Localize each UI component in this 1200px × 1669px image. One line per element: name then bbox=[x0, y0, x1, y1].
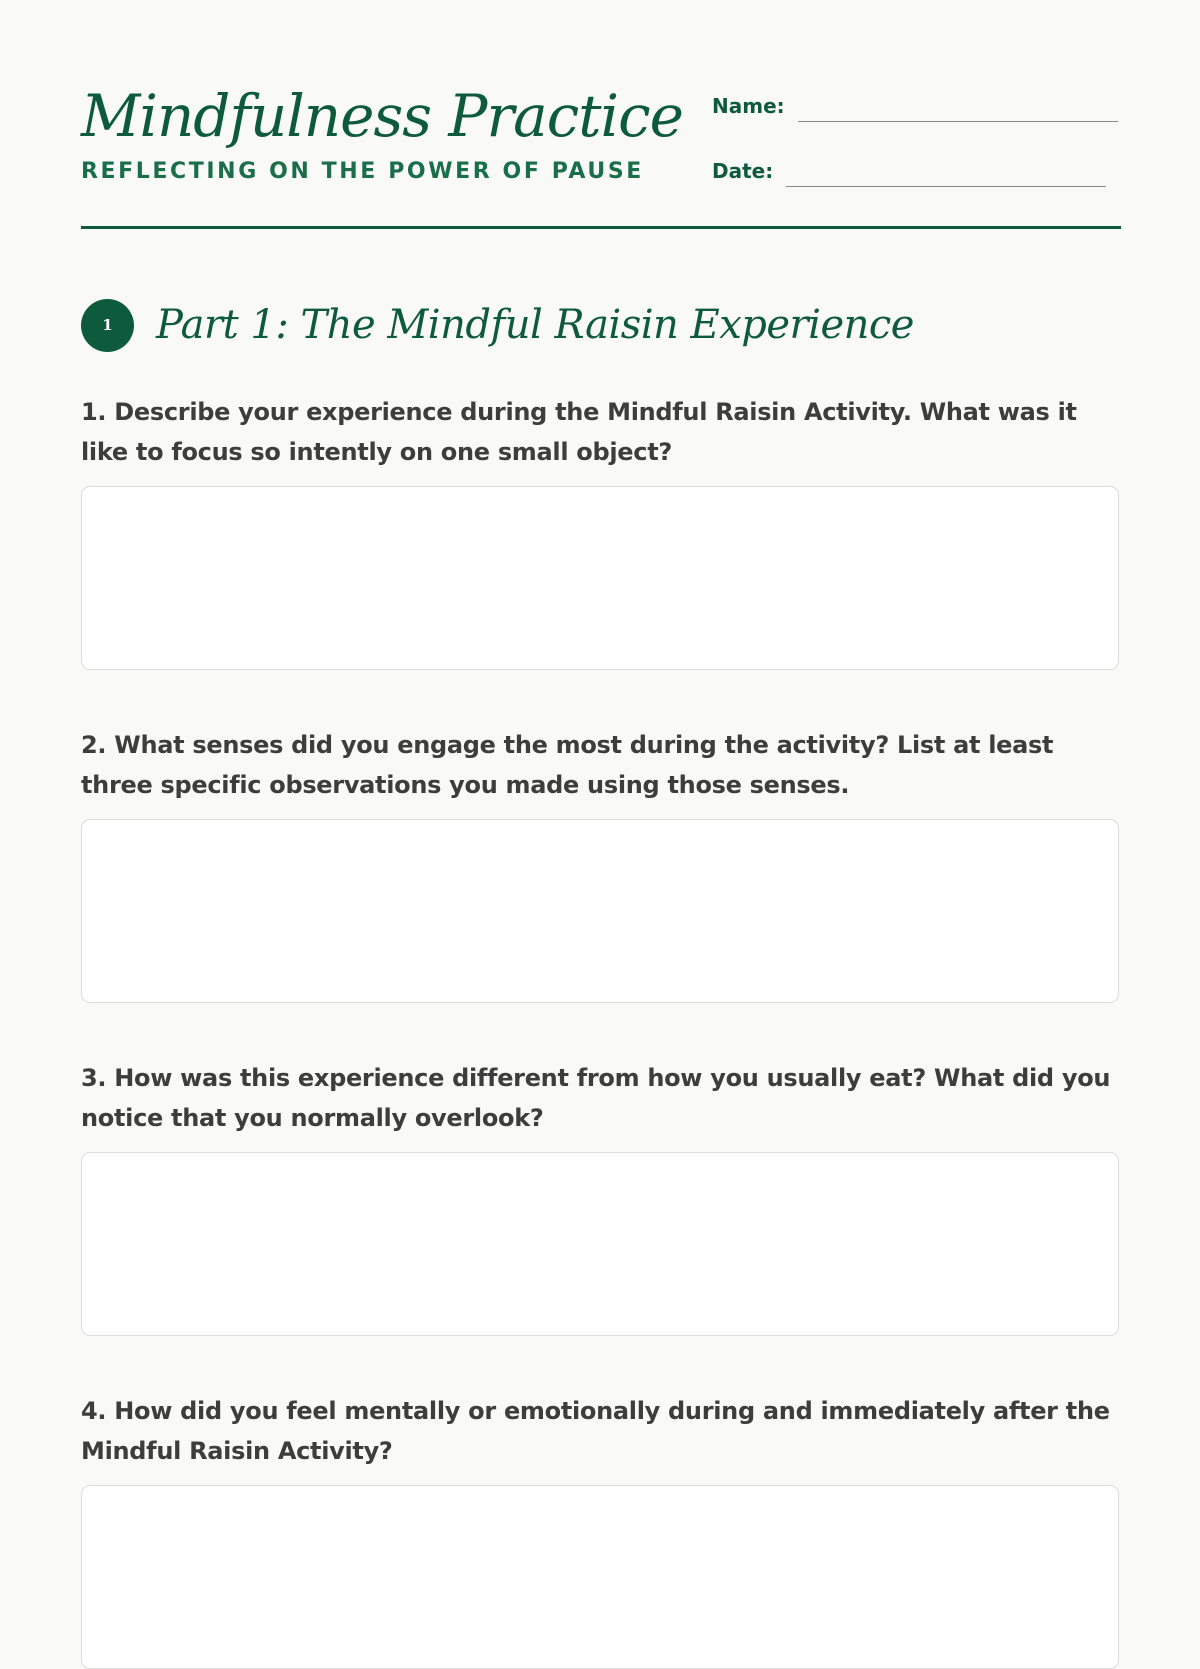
question-block bbox=[81, 1391, 1121, 1669]
answer-box[interactable] bbox=[81, 819, 1119, 1003]
date-field[interactable] bbox=[786, 166, 1106, 187]
section-heading bbox=[81, 295, 914, 355]
worksheet-page bbox=[81, 0, 1121, 1600]
header-divider bbox=[81, 226, 1121, 229]
question-text: 4. How did you feel mentally or emotionally during and immediately after the Mindful Raisin Activity? bbox=[81, 1397, 1110, 1465]
page-title: Mindfulness Practice bbox=[81, 82, 683, 150]
name-row bbox=[712, 88, 1118, 120]
question-text: 3. How was this experience different from how you usually eat? What did you notice that you normally overlook? bbox=[81, 1064, 1111, 1132]
question-block bbox=[81, 392, 1121, 670]
date-label: Date: bbox=[712, 159, 774, 183]
question-text: 1. Describe your experience during the Mindful Raisin Activity. What was it like to focus so intently on one small object? bbox=[81, 398, 1077, 466]
date-row bbox=[712, 153, 1106, 185]
question-block bbox=[81, 1058, 1121, 1336]
answer-box[interactable] bbox=[81, 486, 1119, 670]
page-subtitle: REFLECTING ON THE POWER OF PAUSE bbox=[81, 159, 644, 184]
question-block bbox=[81, 725, 1121, 1003]
question-text: 2. What senses did you engage the most during the activity? List at least three specific observations you made using those senses. bbox=[81, 731, 1054, 799]
worksheet-header bbox=[81, 0, 1121, 230]
answer-box[interactable] bbox=[81, 1152, 1119, 1336]
section-number-badge: 1 bbox=[81, 299, 134, 352]
name-label: Name: bbox=[712, 94, 785, 118]
section-title: Part 1: The Mindful Raisin Experience bbox=[156, 302, 914, 348]
name-field[interactable] bbox=[798, 101, 1118, 122]
answer-box[interactable] bbox=[81, 1485, 1119, 1669]
